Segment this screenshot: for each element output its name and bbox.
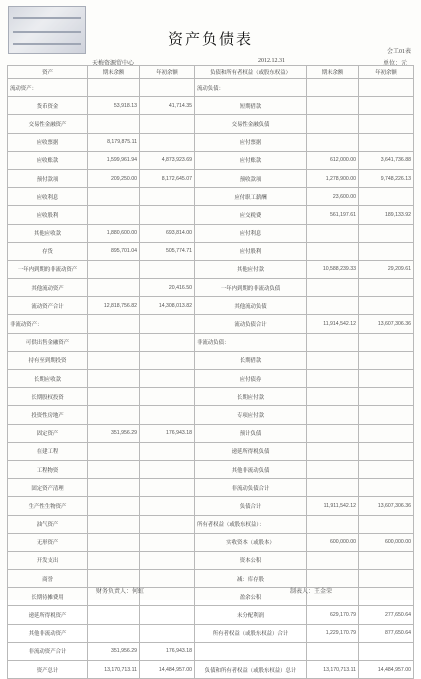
amount-cell: 13,170,713.11 xyxy=(307,661,359,679)
item-label: 非流动负债合计 xyxy=(195,479,307,497)
amount-cell xyxy=(307,115,359,133)
table-row xyxy=(8,388,414,406)
table-row xyxy=(8,79,414,97)
amount-cell xyxy=(359,133,414,151)
item-label: 货币资金 xyxy=(8,97,88,115)
amount-cell xyxy=(88,479,140,497)
amount-cell: 41,714.35 xyxy=(140,97,195,115)
company-name: 天梅资源贸中心 xyxy=(92,61,135,67)
table-row xyxy=(8,424,414,442)
item-label: 应收股利 xyxy=(8,206,88,224)
amount-cell xyxy=(307,406,359,424)
amount-cell: 20,416.50 xyxy=(140,279,195,297)
amount-cell xyxy=(359,279,414,297)
amount-cell xyxy=(359,570,414,588)
amount-cell: 629,170.79 xyxy=(307,606,359,624)
amount-cell: 11,914,542.12 xyxy=(307,315,359,333)
table-row xyxy=(8,442,414,460)
amount-cell xyxy=(140,388,195,406)
table-row xyxy=(8,533,414,551)
amount-cell xyxy=(140,260,195,278)
item-label: 持有至到期投资 xyxy=(8,351,88,369)
item-label: 递延所得税负债 xyxy=(195,442,307,460)
amount-cell: 351,956.29 xyxy=(88,424,140,442)
currency-unit: 单位：元 xyxy=(382,61,407,67)
amount-cell xyxy=(307,242,359,260)
column-header: 期末余额 xyxy=(88,66,140,79)
amount-cell: 505,774.71 xyxy=(140,242,195,260)
item-label: 存货 xyxy=(8,242,88,260)
table-row xyxy=(8,224,414,242)
amount-cell xyxy=(140,606,195,624)
amount-cell xyxy=(359,424,414,442)
amount-cell xyxy=(359,242,414,260)
item-label: 长期待摊费用 xyxy=(8,588,88,606)
amount-cell xyxy=(88,115,140,133)
item-label: 流动负债： xyxy=(195,79,307,97)
report-date: 2012.12.31 xyxy=(258,58,285,64)
amount-cell xyxy=(88,460,140,478)
item-label: 资本公积 xyxy=(195,551,307,569)
item-label: 减：库存股 xyxy=(195,570,307,588)
item-label: 盈余公积 xyxy=(195,588,307,606)
table-row xyxy=(8,188,414,206)
amount-cell xyxy=(307,279,359,297)
amount-cell: 12,818,756.82 xyxy=(88,297,140,315)
amount-cell xyxy=(140,315,195,333)
item-label: 固定资产 xyxy=(8,424,88,442)
amount-cell xyxy=(88,206,140,224)
amount-cell: 877,650.64 xyxy=(359,624,414,642)
table-row xyxy=(8,406,414,424)
item-label: 其他流动资产 xyxy=(8,279,88,297)
preparer: 制表人：王金荣 xyxy=(290,589,333,595)
amount-cell xyxy=(88,260,140,278)
amount-cell xyxy=(88,188,140,206)
amount-cell xyxy=(307,351,359,369)
amount-cell: 23,600.00 xyxy=(307,188,359,206)
item-label: 长期应付款 xyxy=(195,388,307,406)
item-label: 预付款项 xyxy=(8,169,88,187)
column-header: 年初余额 xyxy=(140,66,195,79)
item-label: 投资性房地产 xyxy=(8,406,88,424)
amount-cell xyxy=(307,97,359,115)
amount-cell xyxy=(88,315,140,333)
item-label: 交易性金融负债 xyxy=(195,115,307,133)
amount-cell xyxy=(359,188,414,206)
amount-cell xyxy=(359,479,414,497)
amount-cell xyxy=(140,333,195,351)
amount-cell xyxy=(140,460,195,478)
item-label xyxy=(195,642,307,660)
amount-cell xyxy=(359,551,414,569)
table-row xyxy=(8,570,414,588)
item-label: 应收利息 xyxy=(8,188,88,206)
amount-cell xyxy=(88,497,140,515)
table-row xyxy=(8,370,414,388)
amount-cell xyxy=(359,333,414,351)
item-label: 流动资产合计 xyxy=(8,297,88,315)
amount-cell xyxy=(88,351,140,369)
item-label: 开发支出 xyxy=(8,551,88,569)
amount-cell: 1,599,961.94 xyxy=(88,151,140,169)
item-label: 非流动资产： xyxy=(8,315,88,333)
amount-cell: 189,133.92 xyxy=(359,206,414,224)
amount-cell xyxy=(359,224,414,242)
table-row xyxy=(8,460,414,478)
amount-cell xyxy=(307,551,359,569)
amount-cell xyxy=(359,97,414,115)
item-label: 专项应付款 xyxy=(195,406,307,424)
amount-cell: 895,701.04 xyxy=(88,242,140,260)
table-row xyxy=(8,588,414,606)
amount-cell: 9,748,226.13 xyxy=(359,169,414,187)
amount-cell xyxy=(359,460,414,478)
amount-cell: 176,943.18 xyxy=(140,424,195,442)
item-label: 应付票据 xyxy=(195,133,307,151)
amount-cell xyxy=(359,406,414,424)
amount-cell: 14,308,013.82 xyxy=(140,297,195,315)
table-row xyxy=(8,624,414,642)
amount-cell: 3,641,736.88 xyxy=(359,151,414,169)
item-label: 其他非流动资产 xyxy=(8,624,88,642)
table-row xyxy=(8,97,414,115)
amount-cell xyxy=(359,515,414,533)
item-label: 负债和所有者权益（或股东权益）总计 xyxy=(195,661,307,679)
item-label: 实收资本（或股本） xyxy=(195,533,307,551)
table-row xyxy=(8,661,414,679)
item-label: 应付职工薪酬 xyxy=(195,188,307,206)
amount-cell xyxy=(307,297,359,315)
item-label: 应付利息 xyxy=(195,224,307,242)
item-label: 生产性生物资产 xyxy=(8,497,88,515)
amount-cell: 14,484,957.00 xyxy=(140,661,195,679)
amount-cell xyxy=(359,388,414,406)
item-label: 工程物资 xyxy=(8,460,88,478)
table-row xyxy=(8,297,414,315)
amount-cell xyxy=(307,479,359,497)
item-label: 应付股利 xyxy=(195,242,307,260)
amount-cell: 1,229,170.79 xyxy=(307,624,359,642)
page-title: 资产负债表 xyxy=(167,32,253,48)
amount-cell xyxy=(359,442,414,460)
amount-cell xyxy=(307,460,359,478)
table-header-row xyxy=(8,66,414,79)
column-header: 资产 xyxy=(8,66,88,79)
amount-cell: 10,588,239.33 xyxy=(307,260,359,278)
amount-cell: 13,170,713.11 xyxy=(88,661,140,679)
amount-cell xyxy=(140,479,195,497)
amount-cell: 8,179,875.11 xyxy=(88,133,140,151)
amount-cell xyxy=(307,333,359,351)
amount-cell: 29,209.61 xyxy=(359,260,414,278)
amount-cell: 600,000.00 xyxy=(359,533,414,551)
amount-cell xyxy=(307,224,359,242)
amount-cell xyxy=(140,370,195,388)
item-label: 所有者权益（或股东权益）： xyxy=(195,515,307,533)
table-row xyxy=(8,315,414,333)
item-label: 长期借款 xyxy=(195,351,307,369)
amount-cell xyxy=(140,624,195,642)
amount-cell xyxy=(88,515,140,533)
item-label: 资产总计 xyxy=(8,661,88,679)
table-row xyxy=(8,133,414,151)
amount-cell xyxy=(359,370,414,388)
table-row xyxy=(8,115,414,133)
table-row xyxy=(8,169,414,187)
table-row xyxy=(8,479,414,497)
amount-cell: 1,278,900.00 xyxy=(307,169,359,187)
item-label: 一年内到期的非流动负债 xyxy=(195,279,307,297)
amount-cell xyxy=(140,406,195,424)
amount-cell xyxy=(88,279,140,297)
amount-cell: 4,873,923.69 xyxy=(140,151,195,169)
amount-cell xyxy=(359,642,414,660)
item-label: 未分配利润 xyxy=(195,606,307,624)
amount-cell xyxy=(140,515,195,533)
table-row xyxy=(8,260,414,278)
amount-cell: 13,607,306.36 xyxy=(359,315,414,333)
amount-cell xyxy=(140,497,195,515)
amount-cell xyxy=(307,424,359,442)
item-label: 固定资产清理 xyxy=(8,479,88,497)
item-label: 应收票据 xyxy=(8,133,88,151)
form-number: 会工01表 xyxy=(386,49,411,55)
amount-cell xyxy=(88,333,140,351)
amount-cell xyxy=(140,533,195,551)
amount-cell xyxy=(88,624,140,642)
table-row xyxy=(8,642,414,660)
item-label: 一年内到期的非流动资产 xyxy=(8,260,88,278)
amount-cell xyxy=(88,370,140,388)
item-label: 其他应付款 xyxy=(195,260,307,278)
item-label: 长期股权投资 xyxy=(8,388,88,406)
item-label: 短期借款 xyxy=(195,97,307,115)
item-label: 其他应收款 xyxy=(8,224,88,242)
table-row xyxy=(8,497,414,515)
amount-cell xyxy=(140,551,195,569)
amount-cell: 14,484,957.00 xyxy=(359,661,414,679)
item-label: 应付账款 xyxy=(195,151,307,169)
finance-manager: 财务负责人：何虹 xyxy=(96,589,145,595)
amount-cell xyxy=(140,115,195,133)
column-header: 年初余额 xyxy=(359,66,414,79)
amount-cell xyxy=(359,351,414,369)
amount-cell xyxy=(307,515,359,533)
item-label: 流动资产： xyxy=(8,79,88,97)
item-label: 非流动资产合计 xyxy=(8,642,88,660)
amount-cell xyxy=(140,588,195,606)
amount-cell: 351,956.29 xyxy=(88,642,140,660)
amount-cell xyxy=(88,406,140,424)
item-label: 流动负债合计 xyxy=(195,315,307,333)
table-row xyxy=(8,333,414,351)
balance-sheet-table xyxy=(7,65,414,679)
table-row xyxy=(8,206,414,224)
table-row xyxy=(8,151,414,169)
amount-cell xyxy=(88,79,140,97)
amount-cell: 209,250.00 xyxy=(88,169,140,187)
table-row xyxy=(8,606,414,624)
amount-cell xyxy=(307,370,359,388)
amount-cell xyxy=(307,388,359,406)
amount-cell: 176,943.18 xyxy=(140,642,195,660)
amount-cell xyxy=(307,642,359,660)
amount-cell: 612,000.00 xyxy=(307,151,359,169)
amount-cell xyxy=(88,388,140,406)
amount-cell xyxy=(88,606,140,624)
item-label: 商誉 xyxy=(8,570,88,588)
amount-cell xyxy=(359,79,414,97)
item-label: 其他流动负债 xyxy=(195,297,307,315)
amount-cell xyxy=(140,133,195,151)
amount-cell: 277,650.64 xyxy=(359,606,414,624)
item-label: 预收款项 xyxy=(195,169,307,187)
amount-cell xyxy=(359,115,414,133)
item-label: 非流动负债： xyxy=(195,333,307,351)
amount-cell xyxy=(88,533,140,551)
table-row xyxy=(8,351,414,369)
amount-cell xyxy=(359,297,414,315)
amount-cell: 561,197.61 xyxy=(307,206,359,224)
item-label: 长期应收款 xyxy=(8,370,88,388)
item-label: 油气资产 xyxy=(8,515,88,533)
amount-cell xyxy=(307,79,359,97)
amount-cell xyxy=(140,188,195,206)
amount-cell: 8,172,645.07 xyxy=(140,169,195,187)
item-label: 应交税费 xyxy=(195,206,307,224)
item-label: 其他非流动负债 xyxy=(195,460,307,478)
item-label: 应收账款 xyxy=(8,151,88,169)
amount-cell xyxy=(359,588,414,606)
item-label: 无形资产 xyxy=(8,533,88,551)
table-row xyxy=(8,279,414,297)
item-label: 预计负债 xyxy=(195,424,307,442)
amount-cell xyxy=(140,351,195,369)
table-row xyxy=(8,515,414,533)
amount-cell xyxy=(88,551,140,569)
item-label: 应付债券 xyxy=(195,370,307,388)
column-header: 期末余额 xyxy=(307,66,359,79)
amount-cell xyxy=(88,442,140,460)
column-header: 负债和所有者权益（或股东权益） xyxy=(195,66,307,79)
amount-cell: 53,918.13 xyxy=(88,97,140,115)
amount-cell xyxy=(307,442,359,460)
amount-cell xyxy=(140,79,195,97)
amount-cell xyxy=(140,442,195,460)
item-label: 交易性金融资产 xyxy=(8,115,88,133)
item-label: 负债合计 xyxy=(195,497,307,515)
amount-cell xyxy=(140,570,195,588)
item-label: 递延所得税资产 xyxy=(8,606,88,624)
amount-cell: 1,880,600.00 xyxy=(88,224,140,242)
table-row xyxy=(8,551,414,569)
amount-cell: 11,911,542.12 xyxy=(307,497,359,515)
item-label: 所有者权益（或股东权益）合计 xyxy=(195,624,307,642)
amount-cell: 693,814.00 xyxy=(140,224,195,242)
item-label: 可供出售金融资产 xyxy=(8,333,88,351)
amount-cell: 600,000.00 xyxy=(307,533,359,551)
item-label: 在建工程 xyxy=(8,442,88,460)
amount-cell xyxy=(140,206,195,224)
table-row xyxy=(8,242,414,260)
amount-cell xyxy=(307,133,359,151)
amount-cell: 13,607,306.36 xyxy=(359,497,414,515)
